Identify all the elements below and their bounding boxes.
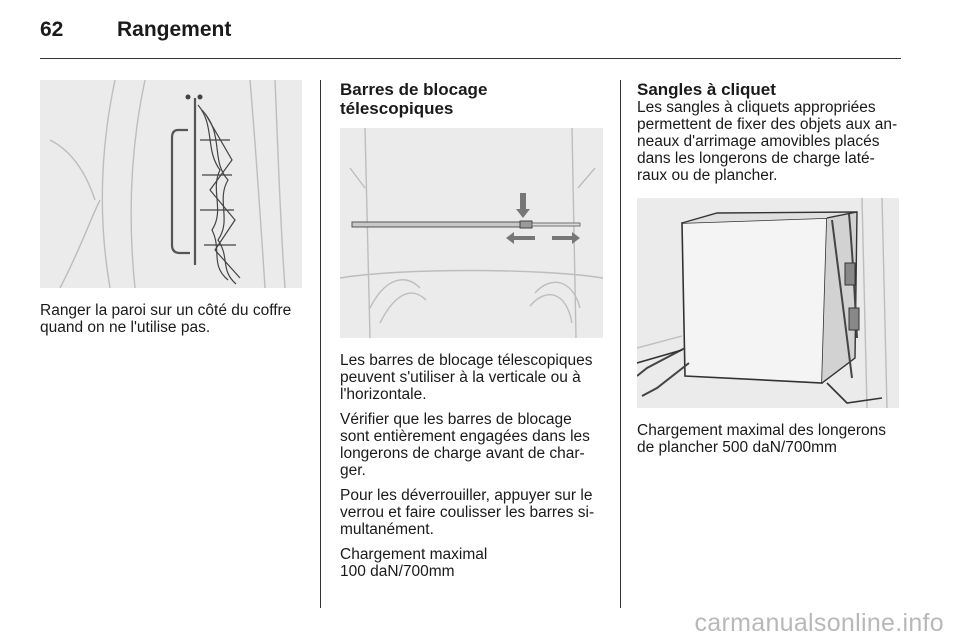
- watermark: carmanualsonline.info: [694, 609, 944, 637]
- paragraph-max-load: Chargement maximal 100 daN/700mm: [340, 546, 488, 580]
- paragraph-check-engaged: Vérifier que les barres de blocage sont entièrement engagées dans les longerons de charge avant de char- ger.: [340, 411, 590, 479]
- ratchet-strap-illustration: [637, 198, 899, 408]
- section-heading-ratchet-straps: Sangles à cliquet: [637, 80, 776, 99]
- cargo-net-illustration: [40, 80, 302, 288]
- header-rule: [40, 58, 901, 59]
- telescopic-bars-text: [340, 352, 604, 580]
- ratchet-strap-caption: Chargement maximal des longerons de plancher 500 daN/700mm: [637, 422, 886, 456]
- section-heading-telescopic-bars: Barres de blocage télescopiques: [340, 80, 488, 118]
- paragraph-unlock: Pour les déverrouiller, appuyer sur le verrou et faire coulisser les barres si- multanément.: [340, 487, 595, 538]
- column-divider-2: [620, 80, 621, 608]
- cargo-net-caption: Ranger la paroi sur un côté du coffre quand on ne l'utilise pas.: [40, 302, 292, 336]
- paragraph-orientation: Les barres de blocage télescopiques peuvent s'utiliser à la verticale ou à l'horizontale.: [340, 352, 593, 403]
- column-divider-1: [320, 80, 321, 608]
- page-number: 62: [40, 18, 64, 41]
- column-3: [637, 80, 903, 456]
- column-2: [340, 80, 604, 588]
- column-1: [40, 80, 302, 336]
- telescopic-bar-illustration: [340, 128, 603, 338]
- page-title: Rangement: [117, 18, 232, 41]
- ratchet-straps-intro: Les sangles à cliquets appropriées permettent de fixer des objets aux an- neaux d'arrimage amovibles placés dans les longerons de charge laté- raux ou de plancher.: [637, 99, 898, 184]
